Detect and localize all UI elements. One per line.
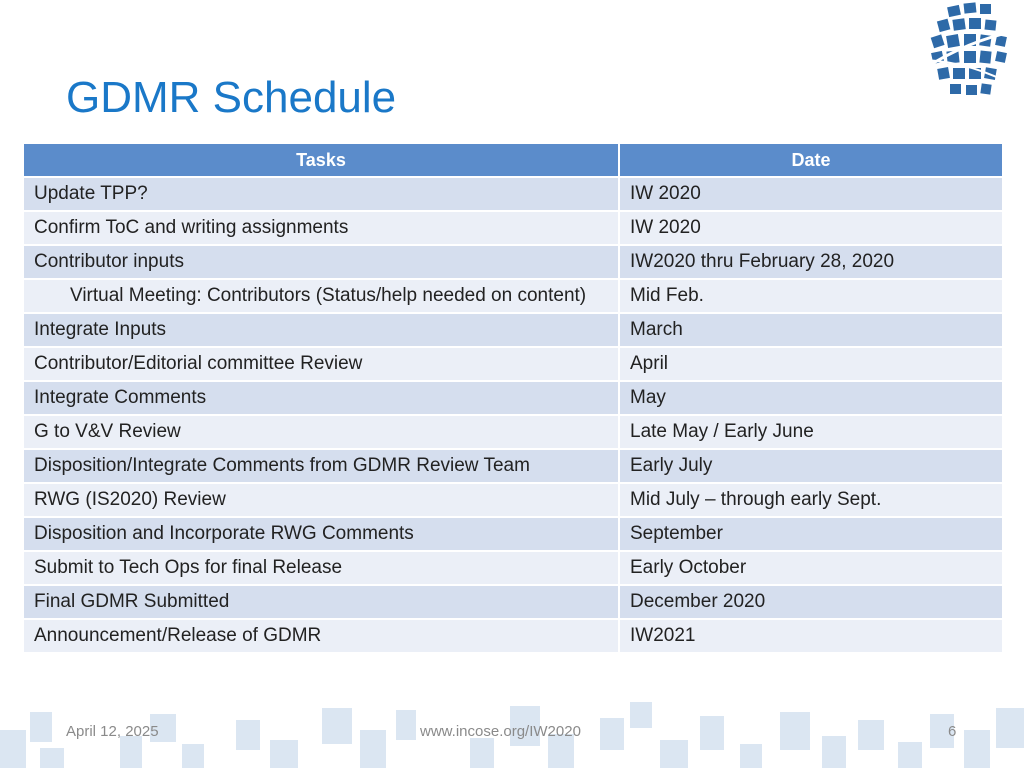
task-cell: Contributor/Editorial committee Review: [24, 348, 620, 382]
incose-logo-icon: [918, 0, 1024, 106]
header-date: Date: [620, 144, 1002, 178]
date-cell: May: [620, 382, 1002, 416]
date-cell: IW2021: [620, 620, 1002, 654]
date-cell: April: [620, 348, 1002, 382]
date-cell: Mid July – through early Sept.: [620, 484, 1002, 518]
slide-title: GDMR Schedule: [66, 73, 397, 122]
task-cell: G to V&V Review: [24, 416, 620, 450]
table-row: [24, 314, 1002, 348]
table-row: [24, 382, 1002, 416]
table-row: [24, 484, 1002, 518]
date-cell: September: [620, 518, 1002, 552]
date-cell: IW 2020: [620, 178, 1002, 212]
table-row: [24, 280, 1002, 314]
footer-page-number: 6: [948, 723, 957, 740]
table-row: [24, 416, 1002, 450]
task-cell: Disposition/Integrate Comments from GDMR Review Team: [24, 450, 620, 484]
footer-date: April 12, 2025: [66, 723, 159, 740]
table-row: [24, 178, 1002, 212]
date-cell: Early July: [620, 450, 1002, 484]
task-cell: Virtual Meeting: Contributors (Status/help needed on content): [24, 280, 620, 314]
date-cell: Early October: [620, 552, 1002, 586]
task-cell: RWG (IS2020) Review: [24, 484, 620, 518]
table-row: [24, 246, 1002, 280]
table-row: [24, 518, 1002, 552]
date-cell: IW 2020: [620, 212, 1002, 246]
task-cell: Announcement/Release of GDMR: [24, 620, 620, 654]
task-cell: Submit to Tech Ops for final Release: [24, 552, 620, 586]
task-cell: Integrate Inputs: [24, 314, 620, 348]
table-row: [24, 450, 1002, 484]
header-tasks: Tasks: [24, 144, 620, 178]
table-header-row: [24, 144, 1002, 178]
date-cell: March: [620, 314, 1002, 348]
footer-url: www.incose.org/IW2020: [420, 723, 581, 740]
task-cell: Update TPP?: [24, 178, 620, 212]
schedule-table: [24, 144, 1002, 654]
table-row: [24, 586, 1002, 620]
schedule-table-body: [24, 178, 1002, 654]
table-row: [24, 620, 1002, 654]
date-cell: IW2020 thru February 28, 2020: [620, 246, 1002, 280]
table-row: [24, 212, 1002, 246]
task-cell: Confirm ToC and writing assignments: [24, 212, 620, 246]
task-cell: Final GDMR Submitted: [24, 586, 620, 620]
date-cell: December 2020: [620, 586, 1002, 620]
task-cell: Disposition and Incorporate RWG Comments: [24, 518, 620, 552]
task-cell: Integrate Comments: [24, 382, 620, 416]
task-cell: Contributor inputs: [24, 246, 620, 280]
table-row: [24, 348, 1002, 382]
table-row: [24, 552, 1002, 586]
date-cell: Mid Feb.: [620, 280, 1002, 314]
date-cell: Late May / Early June: [620, 416, 1002, 450]
